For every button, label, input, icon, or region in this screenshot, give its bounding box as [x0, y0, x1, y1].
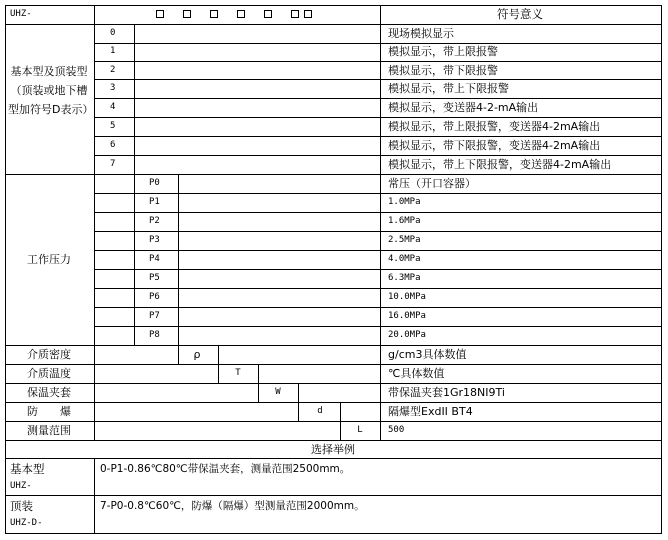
- example-desc: 7-P0-0.8℃60℃，防爆（隔爆）型测量范围2000mm。: [100, 500, 365, 512]
- code-slot: [291, 10, 299, 18]
- pressure-meaning: 2.5MPa: [388, 235, 421, 245]
- grid-line: [5, 24, 662, 25]
- model-prefix: UHZ-: [10, 9, 32, 19]
- basic-code: 6: [110, 140, 116, 150]
- grid-line: [94, 288, 662, 289]
- code-slot: [156, 10, 164, 18]
- basic-meaning: 模拟显示，带上下限报警: [388, 82, 509, 95]
- grid-line: [5, 5, 6, 534]
- grid-line: [5, 402, 662, 403]
- grid-line: [5, 458, 662, 459]
- grid-line: [5, 364, 662, 365]
- grid-line: [5, 533, 662, 534]
- grid-line: [298, 383, 299, 402]
- basic-meaning: 模拟显示，带下限报警: [388, 64, 498, 77]
- pressure-meaning: 16.0MPa: [388, 311, 426, 321]
- grid-line: [5, 174, 662, 175]
- code-slot: [304, 10, 312, 18]
- grid-line: [258, 364, 259, 383]
- param-label: 介质密度: [27, 348, 71, 361]
- pressure-code: P0: [149, 178, 160, 188]
- basic-code: 5: [110, 121, 116, 131]
- param-label: 介质温度: [27, 367, 71, 380]
- grid-line: [5, 421, 662, 422]
- param-meaning: 隔爆型ExdII BT4: [388, 405, 473, 418]
- param-meaning: g/cm3具体数值: [388, 348, 467, 361]
- grid-line: [298, 402, 299, 421]
- grid-line: [94, 458, 95, 534]
- grid-line: [94, 193, 662, 194]
- basic-code: 1: [110, 46, 116, 56]
- basic-meaning: 模拟显示，带下限报警，变送器4-2mA输出: [388, 139, 601, 152]
- grid-line: [94, 136, 662, 137]
- grid-line: [178, 345, 179, 364]
- grid-line: [94, 326, 662, 327]
- code-slot: [210, 10, 218, 18]
- grid-line: [94, 61, 662, 62]
- pressure-code: P7: [149, 311, 160, 321]
- pressure-code: P2: [149, 216, 160, 226]
- example-type: 顶装: [10, 499, 33, 513]
- basic-meaning: 模拟显示，带上下限报警，变送器4-2mA输出: [388, 158, 612, 171]
- code-slot: [183, 10, 191, 18]
- pressure-code: P3: [149, 235, 160, 245]
- pressure-meaning: 20.0MPa: [388, 330, 426, 340]
- basic-meaning: 模拟显示，变送器4-2-mA输出: [388, 101, 539, 114]
- pressure-meaning: 常压（开口容器）: [388, 177, 476, 190]
- grid-line: [340, 402, 341, 421]
- param-meaning: 500: [388, 425, 405, 435]
- pressure-meaning: 4.0MPa: [388, 254, 421, 264]
- code-slot: [264, 10, 272, 18]
- basic-meaning: 模拟显示，带上限报警，变送器4-2mA输出: [388, 120, 601, 133]
- basic-code: 4: [110, 102, 116, 112]
- code-slot: [237, 10, 245, 18]
- pressure-meaning: 1.0MPa: [388, 197, 421, 207]
- grid-line: [340, 421, 341, 440]
- param-code: T: [235, 368, 241, 378]
- pressure-meaning: 10.0MPa: [388, 292, 426, 302]
- grid-line: [661, 5, 662, 534]
- grid-line: [94, 231, 662, 232]
- grid-line: [94, 43, 662, 44]
- example-desc: 0-P1-0.86℃80℃带保温夹套，测量范围2500mm。: [100, 463, 351, 475]
- param-meaning: ℃具体数值: [388, 367, 445, 380]
- param-label: 测量范围: [27, 424, 71, 437]
- param-code: ρ: [193, 348, 201, 361]
- basic-code: 3: [110, 83, 116, 93]
- grid-line: [94, 98, 662, 99]
- grid-line: [94, 155, 662, 156]
- example-model: UHZ-D-: [10, 518, 43, 528]
- param-label: 保温夹套: [27, 386, 71, 399]
- pressure-code: P5: [149, 273, 160, 283]
- grid-line: [94, 212, 662, 213]
- grid-line: [94, 5, 95, 441]
- basic-type-label: 基本型及顶装型（顶装或地下槽型加符号D表示）: [8, 65, 94, 116]
- pressure-code: P8: [149, 330, 160, 340]
- param-label: 防 爆: [27, 405, 71, 418]
- example-type: 基本型: [10, 462, 45, 476]
- grid-line: [218, 364, 219, 383]
- grid-line: [5, 383, 662, 384]
- pressure-meaning: 6.3MPa: [388, 273, 421, 283]
- grid-line: [94, 250, 662, 251]
- pressure-code: P6: [149, 292, 160, 302]
- grid-line: [380, 5, 381, 441]
- pressure-meaning: 1.6MPa: [388, 216, 421, 226]
- param-code: d: [317, 406, 323, 416]
- grid-line: [5, 495, 662, 496]
- grid-line: [134, 24, 135, 174]
- grid-line: [94, 269, 662, 270]
- grid-line: [134, 174, 135, 345]
- basic-meaning: 现场模拟显示: [388, 27, 454, 40]
- grid-line: [5, 440, 662, 441]
- basic-code: 7: [110, 159, 116, 169]
- grid-line: [5, 5, 662, 6]
- pressure-code: P4: [149, 254, 160, 264]
- grid-line: [94, 117, 662, 118]
- grid-line: [218, 345, 219, 364]
- pressure-label: 工作压力: [27, 253, 71, 266]
- grid-line: [178, 174, 179, 345]
- grid-line: [94, 307, 662, 308]
- param-code: L: [357, 425, 363, 435]
- param-code: W: [275, 387, 281, 397]
- basic-code: 0: [110, 28, 116, 38]
- param-meaning: 带保温夹套1Gr18NI9Ti: [388, 386, 505, 399]
- pressure-code: P1: [149, 197, 160, 207]
- grid-line: [5, 345, 662, 346]
- basic-code: 2: [110, 65, 116, 75]
- examples-title: 选择举例: [311, 443, 355, 456]
- grid-line: [94, 79, 662, 80]
- grid-line: [258, 383, 259, 402]
- column-title-meaning: 符号意义: [497, 7, 543, 21]
- basic-meaning: 模拟显示，带上限报警: [388, 45, 498, 58]
- example-model: UHZ-: [10, 481, 32, 491]
